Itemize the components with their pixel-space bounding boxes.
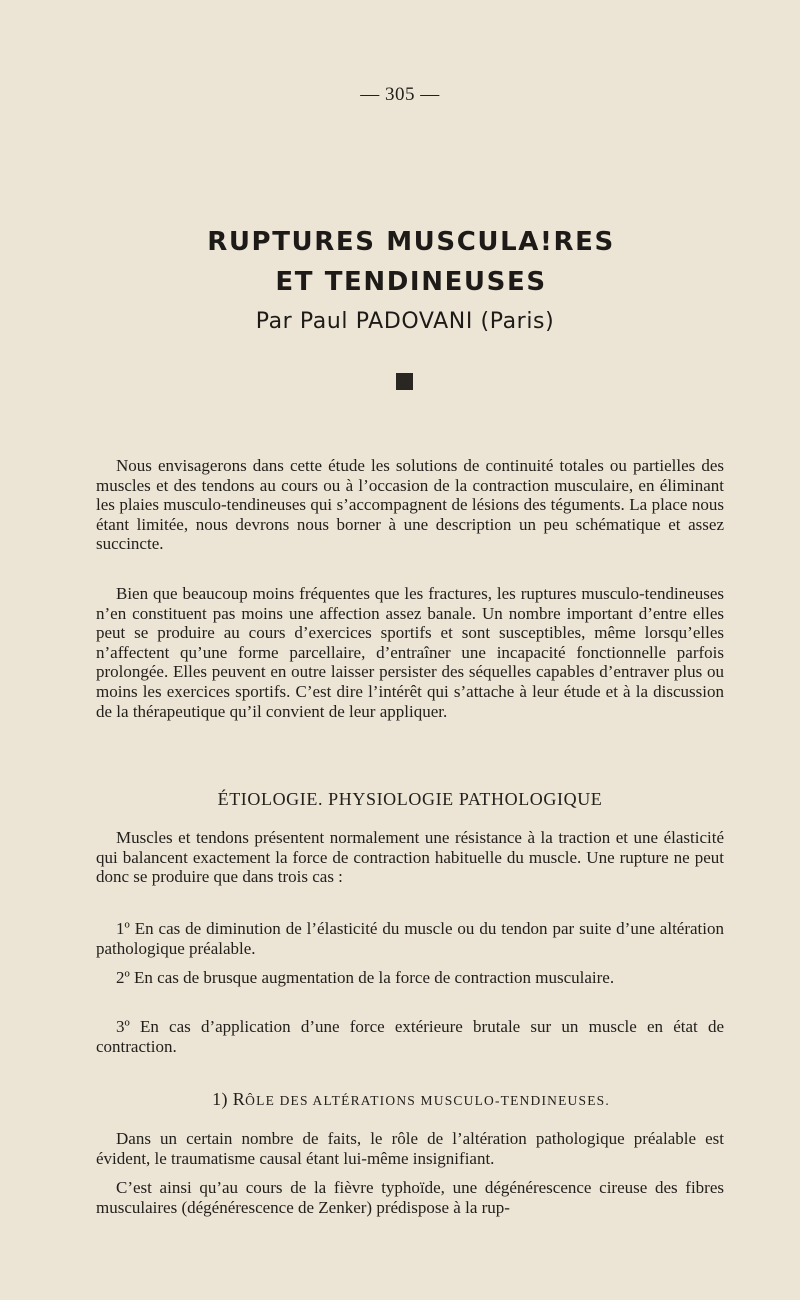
paragraph-resistance [96,828,724,887]
paragraph-resistance-text: Muscles et tendons présentent normalement une résistance à la traction et une élasticité qui balancent exactement la force de contraction habituelle du muscle. Une rupture ne peut donc se produire que dans trois cas : [96,828,724,887]
paragraph-typhoid [96,1178,724,1217]
paragraph-case-3-text: 3º En cas d’application d’une force extérieure brutale sur un muscle en état de contraction. [96,1017,724,1056]
paragraph-case-1-text: 1º En cas de diminution de l’élasticité du muscle ou du tendon par suite d’une altération pathologique préalable. [96,919,724,958]
subsection-heading-rest: ÔLE DES ALTÉRATIONS MUSCULO-TENDINEUSES. [245,1093,610,1108]
article-title-line-1: RUPTURES MUSCULA!RES [207,227,615,257]
article-title [0,222,800,302]
paragraph-intro [96,456,724,554]
paragraph-second-text: Bien que beaucoup moins fréquentes que les fractures, les ruptures musculo-tendineuses n’en constituent pas moins une affection assez banale. Un nombre important d’entre elles peut se produire au cours d’exercices sportifs et sont susceptibles, même lorsqu’elles n’affectent qu’une forme parcellaire, d’entraîner une incapacité fonctionnelle parfois prolongée. Elles peuvent en outre laisser persister des séquelles capables d’entraver plus ou moins les exercices sportifs. C’est dire l’intérêt qui s’attache à leur étude et à la discussion de la thérapeutique qu’il convient de leur appliquer. [96,584,724,721]
paragraph-case-3 [96,1017,724,1056]
paragraph-alteration-text: Dans un certain nombre de faits, le rôle de l’altération pathologique préalable est évident, le traumatisme causal étant lui-même insignifiant. [96,1129,724,1168]
subsection-heading [0,1089,800,1110]
author-byline: Par Paul PADOVANI (Paris) [255,309,555,334]
subsection-heading-number: 1) R [212,1089,246,1109]
article-title-line-2: ET TENDINEUSES [275,267,547,297]
paragraph-case-2 [96,968,724,988]
paragraph-case-1 [96,919,724,958]
paragraph-case-2-text: 2º En cas de brusque augmentation de la force de contraction musculaire. [116,968,615,987]
paragraph-second [96,584,724,721]
paragraph-alteration [96,1129,724,1168]
section-heading: ÉTIOLOGIE. PHYSIOLOGIE PATHOLOGIQUE [217,789,603,809]
page-number: — 305 — [360,84,440,105]
paragraph-typhoid-text: C’est ainsi qu’au cours de la fièvre typhoïde, une dégénérescence cireuse des fibres musculaires (dégénérescence de Zenker) prédispose à la rup- [96,1178,724,1217]
square-ornament-icon [396,373,413,390]
paragraph-intro-text: Nous envisagerons dans cette étude les solutions de continuité totales ou partielles des muscles et des tendons au cours ou à l’occasion de la contraction musculaire, en éliminant les plaies musculo-tendineuses qui s’accompagnent de lésions des téguments. La place nous étant limitée, nous devrons nous borner à une description un peu schématique et assez succincte. [96,456,724,554]
